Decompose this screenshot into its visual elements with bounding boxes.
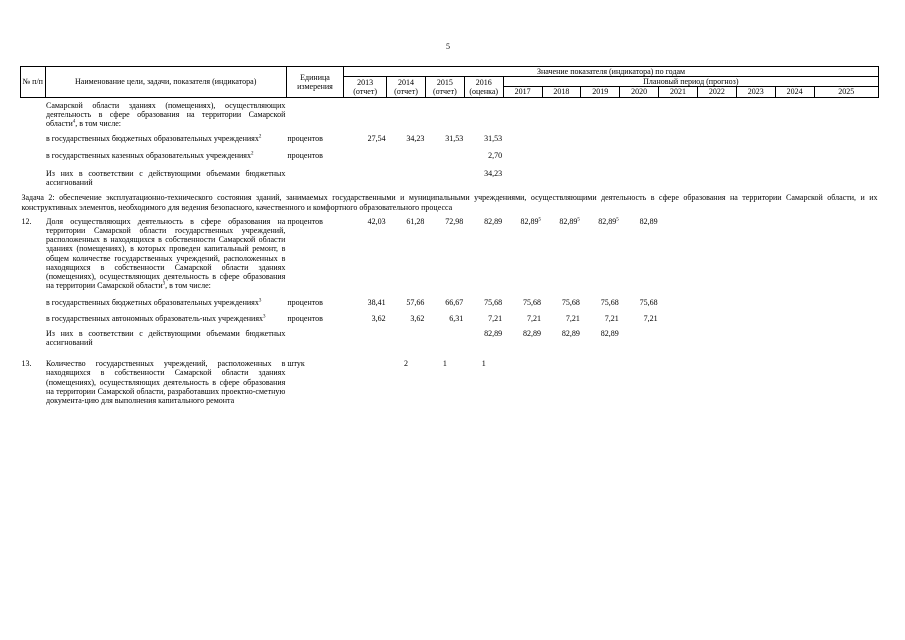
value-cell: 82,89$^5$ bbox=[598, 216, 619, 226]
indicator-table bbox=[20, 66, 879, 405]
header-2022: 2022 bbox=[697, 87, 736, 97]
value-cell: 6,31 bbox=[449, 313, 464, 323]
value-cell: 2,70 bbox=[488, 151, 503, 161]
value-cell: 61,28 bbox=[406, 216, 425, 226]
task-row bbox=[21, 189, 879, 217]
table-row bbox=[21, 151, 879, 168]
value-cell: 82,89 bbox=[484, 216, 503, 226]
indicator-name: в государственных бюджетных образовательных учреждениях$^3$ bbox=[46, 298, 262, 308]
indicator-name: Из них в соответствии с действующими объемами бюджетных ассигнований bbox=[46, 328, 286, 347]
header-values-by-year: Значение показателя (индикатора) по годам bbox=[344, 67, 879, 77]
table-header bbox=[21, 67, 879, 98]
header-2018: 2018 bbox=[542, 87, 581, 97]
header-2019: 2019 bbox=[581, 87, 620, 97]
header-2017: 2017 bbox=[503, 87, 542, 97]
unit-cell: процентов bbox=[287, 216, 323, 226]
indicator-name: Доля осуществляющих деятельность в сфере образования на территории Самарской области государственных учреждений, расположенных в находящихся в собственности Самарской области зданиях (помещениях), в которых проведен капитальный ремонт, в общем количестве государственных учреждений, расположенных в находящихся в собственности Самарской области зданиях (помещениях), осуществляющих деятельность в сфере образования на территории Самарской области$^3$, в том числе: bbox=[46, 216, 286, 291]
header-2014: 2014 (отчет) bbox=[387, 77, 426, 97]
value-cell: 34,23 bbox=[484, 168, 503, 178]
header-unit: Единица измерения bbox=[286, 67, 343, 98]
value-cell: 38,41 bbox=[367, 298, 386, 308]
header-2016: 2016 (оценка) bbox=[464, 77, 503, 97]
header-2015: 2015 (отчет) bbox=[425, 77, 464, 97]
table-row bbox=[21, 97, 879, 134]
value-cell: 3,62 bbox=[371, 313, 386, 323]
table-row bbox=[21, 359, 879, 405]
unit-cell: процентов bbox=[287, 134, 323, 144]
header-name: Наименование цели, задачи, показателя (индикатора) bbox=[45, 67, 286, 98]
value-cell: 82,89$^5$ bbox=[520, 216, 541, 226]
value-cell: 75,68 bbox=[523, 298, 541, 308]
table-row bbox=[21, 298, 879, 313]
header-2023: 2023 bbox=[736, 87, 775, 97]
value-cell: 57,66 bbox=[406, 298, 425, 308]
unit-cell: процентов bbox=[287, 313, 323, 323]
value-cell: 31,53 bbox=[484, 134, 503, 144]
value-cell: 75,68 bbox=[484, 298, 503, 308]
value-cell: 1 bbox=[442, 359, 447, 369]
table-row bbox=[21, 329, 879, 359]
value-cell: 66,67 bbox=[445, 298, 464, 308]
value-cell: 7,21 bbox=[527, 313, 541, 323]
header-2024: 2024 bbox=[775, 87, 814, 97]
value-cell: 2 bbox=[403, 359, 408, 369]
value-cell: 75,68 bbox=[639, 298, 658, 308]
value-cell: 31,53 bbox=[445, 134, 464, 144]
unit-cell: штук bbox=[287, 359, 305, 369]
value-cell: 7,21 bbox=[604, 313, 619, 323]
header-2020: 2020 bbox=[620, 87, 659, 97]
indicator-name: в государственных бюджетных образовательных учреждениях$^2$ bbox=[46, 134, 262, 144]
page-number: 5 bbox=[446, 42, 450, 51]
indicator-name: Самарской области зданиях (помещениях), осуществляющих деятельность в сфере образования на территории Самарской области$^4$, в том числе: bbox=[46, 100, 286, 128]
value-cell: 82,89 bbox=[600, 328, 619, 338]
header-2021: 2021 bbox=[659, 87, 698, 97]
value-cell: 7,21 bbox=[488, 313, 503, 323]
header-2025: 2025 bbox=[814, 87, 878, 97]
value-cell: 1 bbox=[481, 359, 486, 369]
table-row bbox=[21, 314, 879, 329]
task-2-heading: Задача 2: обеспечение эксплуатационно-технического состояния зданий, занимаемых государственными и муниципальными учреждениями, осуществляющими деятельность в сфере образования на территории Самарской области, и их конструктивных элементов, необходимого для ведения безопасного, качественного и комфортного образовательного процесса bbox=[21, 192, 878, 212]
indicator-name: в государственных казенных образовательных учреждениях$^2$ bbox=[46, 151, 254, 161]
header-2013: 2013 (отчет) bbox=[344, 77, 387, 97]
value-cell: 7,21 bbox=[643, 313, 658, 323]
unit-cell: процентов bbox=[287, 151, 323, 161]
value-cell: 82,89 bbox=[561, 328, 580, 338]
value-cell: 27,54 bbox=[367, 134, 386, 144]
value-cell: 3,62 bbox=[410, 313, 425, 323]
value-cell: 72,98 bbox=[445, 216, 464, 226]
header-plan-period: Плановый период (прогноз) bbox=[503, 77, 878, 87]
value-cell: 42,03 bbox=[367, 216, 386, 226]
table-row bbox=[21, 134, 879, 151]
value-cell: 7,21 bbox=[565, 313, 580, 323]
value-cell: 75,68 bbox=[561, 298, 580, 308]
indicator-name: в государственных автономных образователь-ных учреждениях$^3$ bbox=[46, 313, 266, 323]
value-cell: 34,23 bbox=[406, 134, 425, 144]
value-cell: 82,89 bbox=[523, 328, 541, 338]
indicator-name: Количество государственных учреждений, расположенных в находящихся в собственности Самарской области зданиях (помещениях), осуществляющих деятельность в сфере образования на территории Самарской области, разработавших проектно-сметную документа-цию для выполнения капитального ремонта bbox=[46, 359, 286, 405]
value-cell: 75,68 bbox=[600, 298, 619, 308]
row-number: 12. bbox=[21, 216, 32, 226]
header-no: № п/п bbox=[21, 67, 46, 98]
value-cell: 82,89 bbox=[639, 216, 658, 226]
value-cell: 82,89$^5$ bbox=[559, 216, 580, 226]
value-cell: 82,89 bbox=[484, 328, 503, 338]
table-row bbox=[21, 169, 879, 189]
unit-cell: процентов bbox=[287, 298, 323, 308]
row-number: 13. bbox=[21, 359, 32, 369]
indicator-name: Из них в соответствии с действующими объемами бюджетных ассигнований bbox=[46, 168, 286, 187]
table-row bbox=[21, 217, 879, 299]
